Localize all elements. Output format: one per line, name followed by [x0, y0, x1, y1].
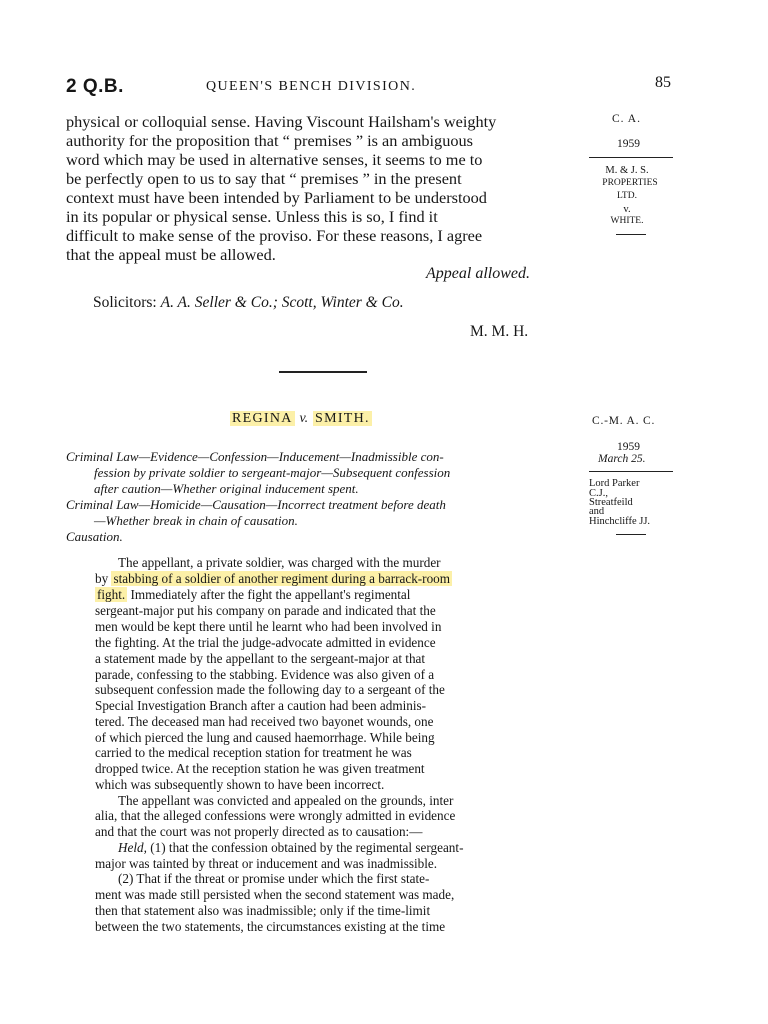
sidenote-judge: C.J.,	[589, 488, 608, 499]
holding-line	[118, 840, 463, 856]
held-label: Held,	[118, 840, 147, 855]
sidenote-court: C. A.	[612, 113, 641, 125]
sidenote-rule	[589, 157, 673, 158]
holding-line: ment was made still persisted when the second statement was made,	[95, 887, 455, 902]
headnote-line: subsequent confession made the following day to a sergeant of the	[95, 682, 445, 697]
catchword-line: Criminal Law—Evidence—Confession—Inducement—Inadmissible con-	[66, 449, 444, 464]
catchword-line: —Whether break in chain of causation.	[94, 513, 298, 528]
case-title-versus: v.	[299, 411, 309, 426]
headnote-line: parade, confessing to the stabbing. Evidence was also given of a	[95, 667, 435, 682]
sidenote-party: M. & J. S.	[605, 165, 649, 176]
headnote-line	[95, 587, 410, 603]
case-title	[230, 411, 372, 427]
headnote-line	[95, 571, 452, 587]
sidenote-judge: Lord Parker	[589, 478, 640, 489]
sidenote-dash	[616, 534, 646, 535]
holding-text: (1) that the confession obtained by the regimental sergeant-	[146, 840, 464, 855]
catchword-line: Causation.	[66, 529, 123, 544]
headnote-line: tered. The deceased man had received two bayonet wounds, one	[95, 714, 434, 729]
body-line: that the appeal must be allowed.	[66, 245, 276, 264]
headnote-line: dropped twice. At the reception station he was given treatment	[95, 761, 425, 776]
sidenote-date: March 25.	[598, 453, 646, 465]
appeal-result: Appeal allowed.	[426, 265, 530, 282]
sidenote-party: LTD.	[617, 191, 637, 201]
sidenote-party: PROPERTIES	[602, 178, 658, 188]
body-line: in its popular or physical sense. Unless this is so, I find it	[66, 207, 438, 226]
headnote-text: by	[95, 571, 109, 586]
headnote-line: Special Investigation Branch after a caution had been adminis-	[95, 698, 427, 713]
headnote-line: men would be kept there until he learnt who had been involved in	[95, 619, 442, 634]
body-line: difficult to make sense of the proviso. For these reasons, I agree	[66, 226, 483, 245]
headnote-line: the fighting. At the trial the judge-advocate admitted in evidence	[95, 635, 436, 650]
case-title-regina: REGINA	[232, 411, 293, 426]
body-line: physical or colloquial sense. Having Viscount Hailsham's weighty	[66, 112, 497, 131]
headnote-text: Immediately after the fight the appellant's regimental	[130, 587, 411, 602]
body-line: context must have been intended by Parliament to be understood	[66, 188, 487, 207]
division-heading: QUEEN'S BENCH DIVISION.	[206, 79, 417, 94]
sidenote-judge: Hinchcliffe JJ.	[589, 516, 651, 527]
holding-line: between the two statements, the circumstances existing at the time	[95, 919, 446, 934]
catchword-line: after caution—Whether original inducement spent.	[94, 481, 359, 496]
sidenote-rule	[589, 471, 673, 472]
headnote-line: sergeant-major put his company on parade and indicated that the	[95, 603, 436, 618]
case-separator	[279, 371, 367, 373]
holding-line: then that statement also was inadmissible; only if the time-limit	[95, 903, 431, 918]
report-citation: 2 Q.B.	[66, 76, 124, 97]
headnote-line: carried to the medical reception station for treatment he was	[95, 745, 412, 760]
sidenote-party: WHITE.	[610, 216, 644, 226]
catchword-line: fession by private soldier to sergeant-major—Subsequent confession	[94, 465, 451, 480]
solicitors-names: A. A. Seller & Co.; Scott, Winter & Co.	[160, 294, 404, 311]
sidenote-year: 1959	[617, 138, 640, 150]
case-title-smith: SMITH.	[315, 411, 370, 426]
sidenote-year: 1959	[617, 441, 640, 453]
headnote-line: a statement made by the appellant to the sergeant-major at that	[95, 651, 426, 666]
highlighted-passage: stabbing of a soldier of another regiment during a barrack-room	[113, 571, 451, 586]
headnote-line: The appellant was convicted and appealed on the grounds, inter	[118, 793, 454, 808]
headnote-line: which was subsequently shown to have been incorrect.	[95, 777, 385, 792]
sidenote-judge: and	[589, 506, 605, 517]
headnote-line: and that the court was not properly directed as to causation:—	[95, 824, 423, 839]
catchword-line: Criminal Law—Homicide—Causation—Incorrect treatment before death	[66, 497, 446, 512]
highlighted-passage: fight.	[97, 587, 126, 602]
body-line: authority for the proposition that “ premises ” is an ambiguous	[66, 131, 473, 150]
headnote-line: The appellant, a private soldier, was charged with the murder	[118, 555, 441, 570]
reporter-initials: M. M. H.	[470, 323, 529, 340]
headnote-line: alia, that the alleged confessions were wrongly admitted in evidence	[95, 808, 456, 823]
sidenote-party: v.	[623, 204, 631, 215]
page-number: 85	[655, 74, 671, 91]
holding-line: major was tainted by threat or inducement and was inadmissible.	[95, 856, 438, 871]
body-line: word which may be used in alternative senses, it seems to me to	[66, 150, 483, 169]
solicitors-label: Solicitors:	[93, 294, 157, 311]
headnote-line: of which pierced the lung and caused haemorrhage. While being	[95, 730, 435, 745]
holding-line: (2) That if the threat or promise under which the first state-	[118, 871, 430, 886]
solicitors-line	[93, 294, 404, 312]
body-line: be perfectly open to us to say that “ premises ” in the present	[66, 169, 462, 188]
sidenote-judge: Streatfeild	[589, 497, 633, 508]
sidenote-court: C.-M. A. C.	[592, 415, 656, 427]
sidenote-dash	[616, 234, 646, 235]
